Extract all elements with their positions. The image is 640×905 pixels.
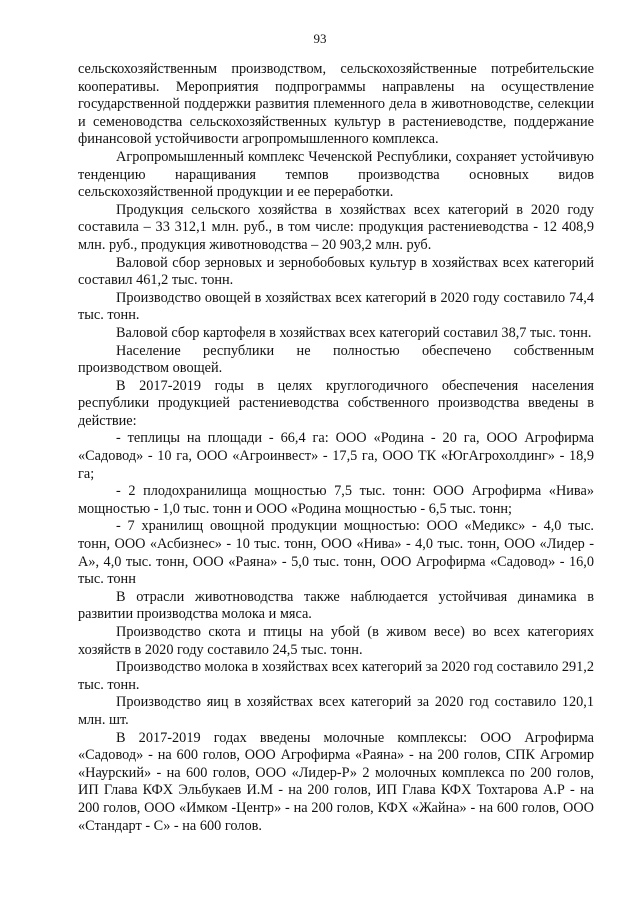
paragraph-vegetables: Производство овощей в хозяйствах всех категорий в 2020 году составило 74,4 тыс. тонн. [78, 289, 594, 324]
list-item-vegetable-storage: - 7 хранилищ овощной продукции мощностью: ООО «Медикс» - 4,0 тыс. тонн, ООО «Асбизнес» - 10 тыс. тонн, ООО «Нива» - 4,0 тыс. тонн, ООО «Лидер - А», 4,0 тыс. тонн, ООО «Раяна» - 5,0 тыс. тонн, ООО Агрофирма «Садовод» - 16,0 тыс. тонн [78, 518, 594, 588]
paragraph-meat-production: Производство скота и птицы на убой (в живом весе) во всех категориях хозяйств в 2020 году составило 24,5 тыс. тонн. [78, 624, 594, 658]
page-number: 93 [313, 31, 327, 46]
list-item-greenhouses: - теплицы на площади - 66,4 га: ООО «Родина - 20 га, ООО Агрофирма «Садовод» - 10 га, ООО «Агроинвест» - 17,5 га, ООО ТК «ЮгАгрохолдинг» - 18,9 га; [78, 430, 594, 482]
paragraph-potatoes: Валовой сбор картофеля в хозяйствах всех категорий составил 38,7 тыс. тонн. [116, 324, 592, 341]
paragraph-vegetable-supply: Население республики не полностью обеспечено собственным производством овощей. [78, 342, 594, 377]
paragraph-agri-output: Продукция сельского хозяйства в хозяйствах всех категорий в 2020 году составила – 33 312,1 млн. руб., в том числе: продукция растениеводства - 12 408,9 млн. руб., продукция животноводства – 20 903,2 млн. руб. [78, 201, 594, 253]
paragraph-egg-production: Производство яиц в хозяйствах всех категорий за 2020 год составило 120,1 млн. шт. [78, 694, 594, 728]
paragraph-agro-complex: Агропромышленный комплекс Чеченской Республики, сохраняет устойчивую тенденцию наращивания темпов производства основных видов сельскохозяйственной продукции и ее переработки. [78, 148, 594, 201]
paragraph-grain-harvest: Валовой сбор зерновых и зернобобовых культур в хозяйствах всех категорий составил 461,2 тыс. тонн. [78, 254, 594, 289]
paragraph-continuation: сельскохозяйственным производством, сельскохозяйственные потребительские кооперативы. Мероприятия подпрограммы направлены на осуществление государственной поддержки развития племенного дела в животноводстве, селекции и семеноводства сельскохозяйственных культур в растениеводстве, поддержание финансовой устойчивости агропромышленного комплекса. [78, 61, 594, 148]
paragraph-livestock: В отрасли животноводства также наблюдается устойчивая динамика в развитии производства молока и мяса. [78, 588, 594, 623]
list-item-fruit-storage: - 2 плодохранилища мощностью 7,5 тыс. тонн: ООО Агрофирма «Нива» мощностью - 1,0 тыс. тонн и ООО «Родина мощностью - 6,5 тыс. тонн; [78, 483, 594, 517]
paragraph-milk-production: Производство молока в хозяйствах всех категорий за 2020 год составило 291,2 тыс. тонн. [78, 659, 594, 693]
paragraph-dairy-complexes: В 2017-2019 годах введены молочные комплексы: ООО Агрофирма «Садовод» - на 600 голов, ООО Агрофирма «Раяна» - на 200 голов, СПК Агромир «Наурский» - на 600 голов, ООО «Лидер-Р» 2 молочных комплекса по 200 голов, ИП Глава КФХ Эльбукаев И.М - на 200 голов, ИП Глава КФХ Тохтарова А.Р - на 200 голов, ООО «Имком -Центр» - на 200 голов, КФХ «Жайна» - на 600 голов, ООО «Стандарт - С» - на 600 голов. [78, 729, 594, 834]
paragraph-commissioned-intro: В 2017-2019 годы в целях круглогодичного обеспечения населения республики продукцией растениеводства собственного производства введены в действие: [78, 377, 594, 429]
document-body [78, 61, 594, 835]
